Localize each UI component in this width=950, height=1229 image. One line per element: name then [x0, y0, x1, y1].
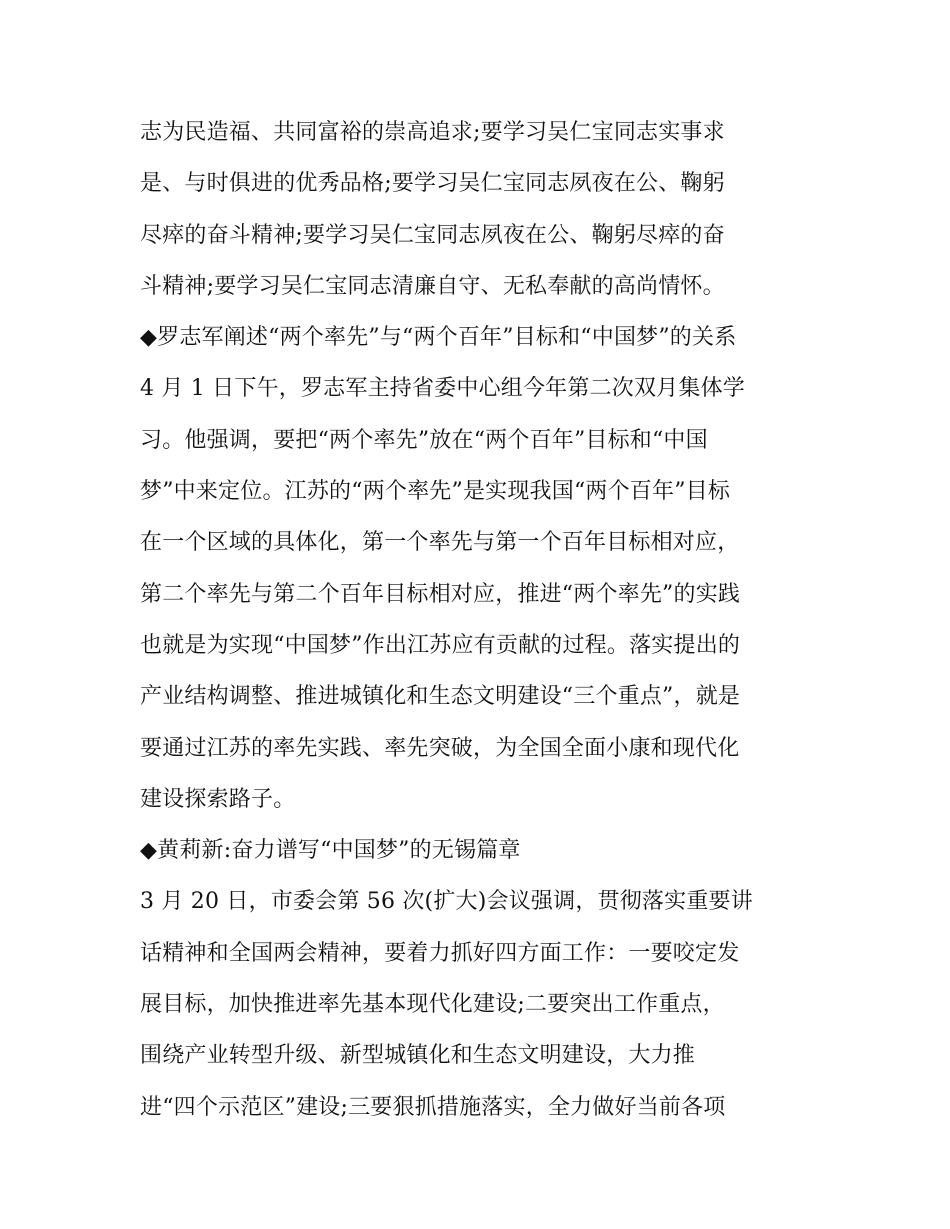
body-line: 也就是为实现“中国梦”作出江苏应有贡献的过程。落实提出的: [140, 632, 741, 658]
body-line: 产业结构调整、推进城镇化和生态文明建设“三个重点”，就是: [140, 684, 741, 710]
body-line: 围绕产业转型升级、新型城镇化和生态文明建设，大力推: [140, 1043, 696, 1069]
body-line: 习。他强调，要把“两个率先”放在“两个百年”目标和“中国: [140, 427, 708, 453]
body-line: 话精神和全国两会精神，要着力抓好四方面工作：一要咬定发: [140, 940, 740, 966]
body-line: 在一个区域的具体化，第一个率先与第一个百年目标相对应，: [140, 530, 740, 556]
body-line: 梦”中来定位。江苏的“两个率先”是实现我国“两个百年”目标: [140, 479, 731, 505]
section-heading-huang-lixin: ◆黄莉新:奋力谱写“中国梦”的无锡篇章: [140, 838, 521, 864]
body-line: 要通过江苏的率先实践、率先突破，为全国全面小康和现代化: [140, 735, 740, 761]
body-line: 斗精神;要学习吴仁宝同志清廉自守、无私奉献的高尚情怀。: [140, 273, 725, 299]
body-line: 进“四个示范区”建设;三要狠抓措施落实，全力做好当前各项: [140, 1094, 726, 1120]
body-line: 第二个率先与第二个百年目标相对应，推进“两个率先”的实践: [140, 581, 741, 607]
section-heading-luo-zhijun: ◆罗志军阐述“两个率先”与“两个百年”目标和“中国梦”的关系: [140, 325, 737, 351]
document-body: [140, 107, 840, 1133]
body-line: 4 月 1 日下午，罗志军主持省委中心组今年第二次双月集体学: [140, 376, 745, 402]
body-line: 志为民造福、共同富裕的崇高追求;要学习吴仁宝同志实事求: [140, 120, 725, 145]
body-line: 建设探索路子。: [140, 786, 296, 812]
body-line: 尽瘁的奋斗精神;要学习吴仁宝同志夙夜在公、鞠躬尽瘁的奋: [140, 222, 725, 248]
body-line: 是、与时俱进的优秀品格;要学习吴仁宝同志夙夜在公、鞠躬: [140, 171, 725, 197]
body-line: 展目标，加快推进率先基本现代化建设;二要突出工作重点，: [140, 992, 725, 1018]
body-line: 3 月 20 日，市委会第 56 次(扩大)会议强调，贯彻落实重要讲: [140, 889, 753, 915]
